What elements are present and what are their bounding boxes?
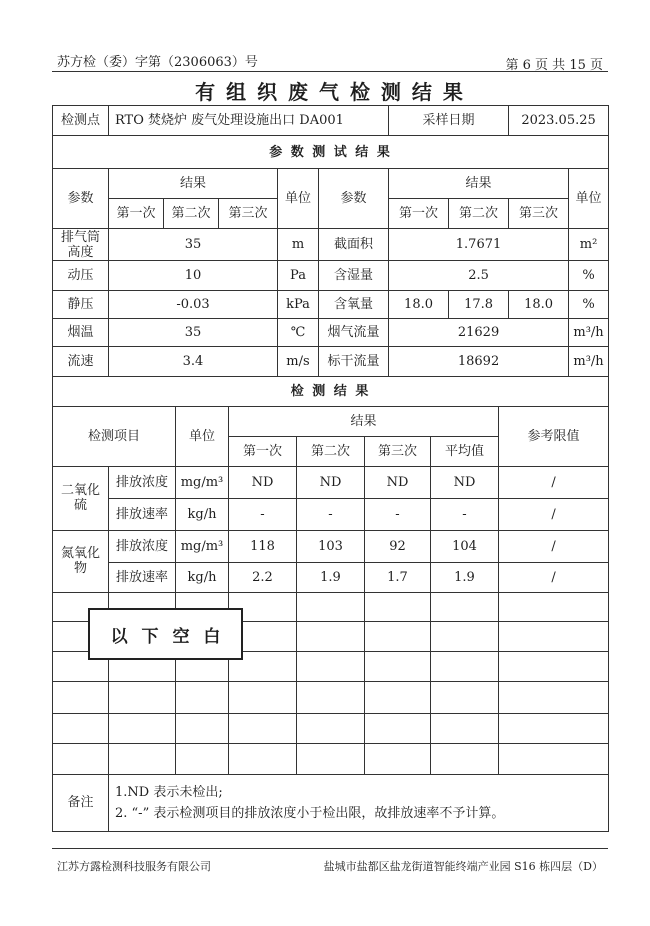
limit-value: / <box>499 498 609 530</box>
empty-cell <box>365 743 431 774</box>
empty-cell <box>431 713 499 743</box>
param-unit: m³/h <box>569 319 609 347</box>
empty-cell <box>499 651 609 681</box>
param-unit: m <box>278 229 319 261</box>
result-value: 2.2 <box>229 562 297 592</box>
empty-cell <box>297 681 365 713</box>
run-header: 第二次 <box>449 199 509 229</box>
average-value: ND <box>431 466 499 498</box>
result-value: 1.7 <box>365 562 431 592</box>
param-unit: % <box>569 291 609 319</box>
empty-cell <box>431 681 499 713</box>
param-name: 排气筒高度 <box>53 229 109 261</box>
param-value: 35 <box>109 229 278 261</box>
table-row <box>53 229 609 261</box>
empty-cell <box>365 713 431 743</box>
unit-header: 单位 <box>569 169 609 229</box>
limit-value: / <box>499 466 609 498</box>
param-value: 2.5 <box>389 261 569 291</box>
result-value: ND <box>229 466 297 498</box>
param-name: 含氧量 <box>319 291 389 319</box>
table-row <box>53 319 609 347</box>
result-value: - <box>229 498 297 530</box>
run-header: 第三次 <box>509 199 569 229</box>
param-unit: m² <box>569 229 609 261</box>
empty-cell <box>176 713 229 743</box>
param-name: 截面积 <box>319 229 389 261</box>
run-header: 第二次 <box>297 436 365 466</box>
note-line: 2. “-” 表示检测项目的排放浓度小于检出限，故排放速率不予计算。 <box>115 805 505 821</box>
param-unit: % <box>569 261 609 291</box>
param-value: 18.0 <box>509 291 569 319</box>
limit-value: / <box>499 562 609 592</box>
average-header: 平均值 <box>431 436 499 466</box>
result-value: - <box>297 498 365 530</box>
metric-unit: kg/h <box>176 498 229 530</box>
result-header: 结果 <box>229 406 499 436</box>
param-name: 标干流量 <box>319 347 389 377</box>
empty-row <box>53 743 609 774</box>
empty-cell <box>431 592 499 621</box>
empty-cell <box>297 621 365 651</box>
param-value: 18692 <box>389 347 569 377</box>
param-name: 静压 <box>53 291 109 319</box>
results-title-row <box>53 377 609 406</box>
param-unit: kPa <box>278 291 319 319</box>
result-header: 结果 <box>389 169 569 199</box>
blank-below-stamp: 以 下 空 白 <box>88 608 243 660</box>
param-name: 烟气流量 <box>319 319 389 347</box>
params-section-title: 参 数 测 试 结 果 <box>53 136 609 169</box>
note-line: 1.ND 表示未检出; <box>115 784 223 800</box>
empty-cell <box>229 743 297 774</box>
param-value: 17.8 <box>449 291 509 319</box>
parameter-table <box>52 105 609 377</box>
footer-divider <box>52 848 608 849</box>
empty-cell <box>365 651 431 681</box>
page-indicator: 第 6 页 共 15 页 <box>505 58 603 73</box>
header-divider <box>52 71 608 72</box>
item-header: 检测项目 <box>53 406 176 466</box>
result-value: 103 <box>297 530 365 562</box>
empty-cell <box>53 681 109 713</box>
empty-cell <box>176 743 229 774</box>
result-value: 1.9 <box>297 562 365 592</box>
metric-unit: mg/m³ <box>176 466 229 498</box>
table-row <box>53 498 609 530</box>
result-value: ND <box>365 466 431 498</box>
empty-cell <box>365 621 431 651</box>
notes-label: 备注 <box>53 774 109 831</box>
params-header-row <box>53 169 609 199</box>
average-value: - <box>431 498 499 530</box>
empty-cell <box>431 621 499 651</box>
empty-cell <box>499 713 609 743</box>
report-table <box>52 105 608 832</box>
metric-unit: mg/m³ <box>176 530 229 562</box>
param-name: 含湿量 <box>319 261 389 291</box>
notes-row <box>53 774 609 831</box>
empty-row <box>53 713 609 743</box>
metric-name: 排放速率 <box>109 562 176 592</box>
unit-header: 单位 <box>176 406 229 466</box>
param-header: 参数 <box>53 169 109 229</box>
document-title: 有 组 织 废 气 检 测 结 果 <box>195 80 465 104</box>
footer-address: 盐城市盐都区盐龙街道智能终端产业园 S16 栋四层（D） <box>323 860 603 873</box>
metric-unit: kg/h <box>176 562 229 592</box>
table-row <box>53 347 609 377</box>
empty-cell <box>431 743 499 774</box>
limit-value: / <box>499 530 609 562</box>
run-header: 第一次 <box>229 436 297 466</box>
sampling-date-value: 2023.05.25 <box>509 106 609 136</box>
average-value: 104 <box>431 530 499 562</box>
run-header: 第三次 <box>219 199 278 229</box>
result-value: ND <box>297 466 365 498</box>
limit-header: 参考限值 <box>499 406 609 466</box>
empty-cell <box>229 713 297 743</box>
param-value: 3.4 <box>109 347 278 377</box>
param-name: 动压 <box>53 261 109 291</box>
empty-cell <box>297 743 365 774</box>
param-value: 21629 <box>389 319 569 347</box>
result-value: 118 <box>229 530 297 562</box>
params-title-row <box>53 136 609 169</box>
param-value: 35 <box>109 319 278 347</box>
table-row <box>53 562 609 592</box>
param-value: -0.03 <box>109 291 278 319</box>
sampling-info-row <box>53 106 609 136</box>
param-value: 10 <box>109 261 278 291</box>
run-header: 第二次 <box>164 199 219 229</box>
param-unit: m/s <box>278 347 319 377</box>
empty-cell <box>431 651 499 681</box>
table-row <box>53 291 609 319</box>
results-table <box>52 377 609 832</box>
result-header: 结果 <box>109 169 278 199</box>
metric-name: 排放速率 <box>109 498 176 530</box>
footer-company: 江苏方露检测科技服务有限公司 <box>57 860 211 873</box>
param-header: 参数 <box>319 169 389 229</box>
empty-cell <box>499 621 609 651</box>
results-section-title: 检 测 结 果 <box>53 377 609 406</box>
empty-cell <box>297 592 365 621</box>
notes-content <box>109 774 609 831</box>
empty-cell <box>176 681 229 713</box>
param-unit: Pa <box>278 261 319 291</box>
site-value: RTO 焚烧炉 废气处理设施出口 DA001 <box>109 106 389 136</box>
empty-cell <box>109 713 176 743</box>
empty-cell <box>499 592 609 621</box>
metric-name: 排放浓度 <box>109 530 176 562</box>
unit-header: 单位 <box>278 169 319 229</box>
metric-name: 排放浓度 <box>109 466 176 498</box>
pollutant-name: 二氧化硫 <box>53 466 109 530</box>
param-unit: m³/h <box>569 347 609 377</box>
table-row <box>53 261 609 291</box>
results-header-row <box>53 406 609 436</box>
empty-cell <box>229 681 297 713</box>
param-value: 1.7671 <box>389 229 569 261</box>
empty-cell <box>109 743 176 774</box>
empty-cell <box>53 743 109 774</box>
run-header: 第三次 <box>365 436 431 466</box>
pollutant-name: 氮氧化物 <box>53 530 109 592</box>
param-name: 烟温 <box>53 319 109 347</box>
empty-cell <box>297 713 365 743</box>
param-name: 流速 <box>53 347 109 377</box>
table-row <box>53 530 609 562</box>
average-value: 1.9 <box>431 562 499 592</box>
table-row <box>53 466 609 498</box>
param-value: 18.0 <box>389 291 449 319</box>
sampling-date-label: 采样日期 <box>389 106 509 136</box>
result-value: 92 <box>365 530 431 562</box>
empty-cell <box>109 681 176 713</box>
empty-cell <box>53 713 109 743</box>
param-unit: ℃ <box>278 319 319 347</box>
empty-row <box>53 681 609 713</box>
run-header: 第一次 <box>109 199 164 229</box>
site-label: 检测点 <box>53 106 109 136</box>
empty-cell <box>499 681 609 713</box>
empty-cell <box>297 651 365 681</box>
run-header: 第一次 <box>389 199 449 229</box>
result-value: - <box>365 498 431 530</box>
report-number: 苏方检（委）字第（2306063）号 <box>57 55 258 70</box>
empty-cell <box>499 743 609 774</box>
empty-cell <box>365 592 431 621</box>
empty-cell <box>365 681 431 713</box>
